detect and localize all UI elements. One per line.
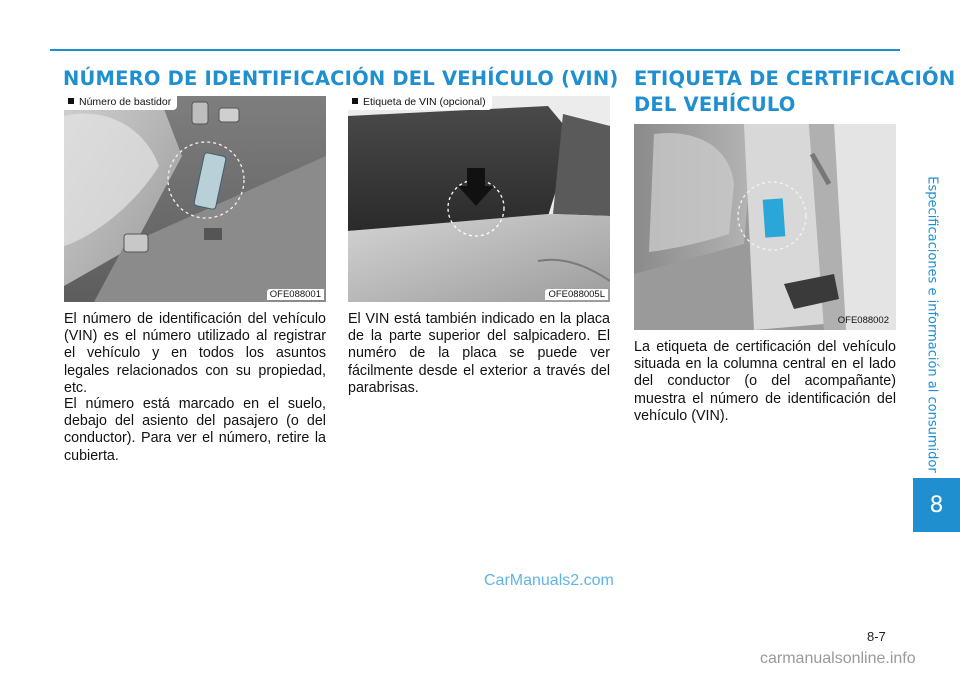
seat-floor-illustration [64,96,326,302]
b-pillar-illustration [634,124,896,330]
photo-caption [64,96,177,110]
vin-paragraph-1: El número de identificación del vehículo (VIN) es el número utilizado al registrar el vehículo y en todos los asuntos legales relacionados con su propiedad, etc. [64,311,326,396]
photo-vin-label [348,96,610,302]
certification-paragraph: La etiqueta de certificación del vehículo situada en la columna central en el lado del conductor (o del acompañante) muestra el número de identificación del vehículo (VIN). [634,339,896,424]
chapter-side-label [918,174,946,474]
square-bullet-icon [352,98,358,104]
photo-caption-text: Etiqueta de VIN (opcional) [363,96,486,108]
photo-code: OFE088005L [545,289,608,300]
photo-caption-text: Número de bastidor [79,96,172,108]
watermark-top: CarManuals2.com [484,572,614,589]
windshield-illustration [348,96,610,302]
vin-section-title: NÚMERO DE IDENTIFICACIÓN DEL VEHÍCULO (VIN) [63,67,619,90]
chapter-number-tab: 8 [913,478,960,532]
certification-title-line-2: DEL VEHÍCULO [634,93,796,116]
certification-title-line-1: ETIQUETA DE CERTIFICACIÓN [634,67,956,90]
photo-chassis-number [64,96,326,302]
photo-certification-label [634,124,896,330]
photo-caption [348,96,492,110]
certification-section-title [634,66,955,118]
chapter-side-label-text: Especificaciones e información al consumidor [924,175,940,473]
vin-paragraph-3: El VIN está también indicado en la placa de la parte superior del salpicadero. El numéro de la placa se puede ver fácilmente desde el exterior a través del parabrisas. [348,311,610,396]
vin-paragraph-2: El número está marcado en el suelo, debajo del asiento del pasajero (o del conductor). Para ver el número, retire la cubierta. [64,396,326,464]
photo-code: OFE088002 [837,315,889,326]
header-rule [50,49,900,51]
photo-code: OFE088001 [267,289,324,300]
watermark-bottom: carmanualsonline.info [760,650,916,667]
page-number: 8-7 [867,629,886,644]
square-bullet-icon [68,98,74,104]
